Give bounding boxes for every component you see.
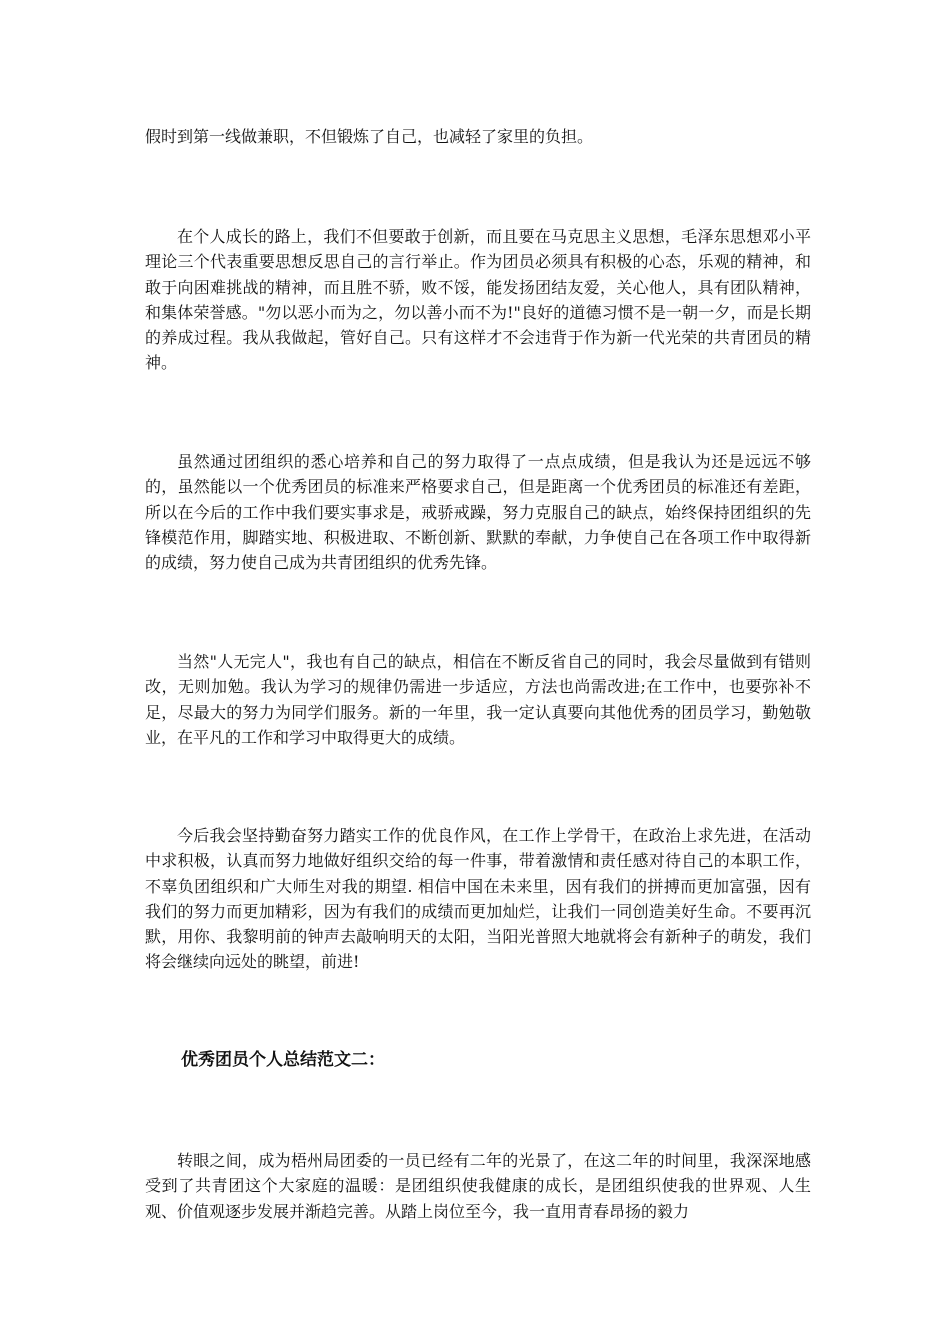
paragraph-future: 今后我会坚持勤奋努力踏实工作的优良作风，在工作上学骨干，在政治上求先进，在活动中求积极，认真而努力地做好组织交给的每一件事，带着激情和责任感对待自己的本职工作，不辜负团组织和广大师生对我的期望. 相信中国在未来里，因有我们的拼搏而更加富强，因有我们的努力而更加精彩，因为有我们的成绩而更加灿烂，让我们一同创造美好生命。不要再沉默，用你、我黎明前的钟声去敲响明天的太阳，当阳光普照大地就将会有新种子的萌发，我们将会继续向远处的眺望，前进! [145, 826, 811, 972]
paragraph-shortcomings: 当然"人无完人"，我也有自己的缺点，相信在不断反省自己的同时，我会尽量做到有错则改，无则加勉。我认为学习的规律仍需进一步适应，方法也尚需改进;在工作中，也要弥补不足，尽最大的努力为同学们服务。新的一年里，我一定认真要向其他优秀的团员学习，勤勉敬业，在平凡的工作和学习中取得更大的成绩。 [145, 652, 811, 747]
paragraph-continuation: 假时到第一线做兼职，不但锻炼了自己，也减轻了家里的负担。 [145, 127, 594, 146]
paragraph-sample-two: 转眼之间，成为梧州局团委的一员已经有二年的光景了，在这二年的时间里，我深深地感受到了共青团这个大家庭的温暖：是团组织使我健康的成长，是团组织使我的世界观、人生观、价值观逐步发展并渐趋完善。从踏上岗位至今，我一直用青春昂扬的毅力 [145, 1151, 811, 1221]
paragraph-achievements: 虽然通过团组织的悉心培养和自己的努力取得了一点点成绩，但是我认为还是远远不够的，虽然能以一个优秀团员的标准来严格要求自己，但是距离一个优秀团员的标准还有差距，所以在今后的工作中我们要实事求是，戒骄戒躁，努力克服自己的缺点，始终保持团组织的先锋模范作用，脚踏实地、积极进取、不断创新、默默的奉献，力争使自己在各项工作中取得新的成绩，努力使自己成为共青团组织的优秀先锋。 [145, 452, 811, 573]
paragraph-personal-growth: 在个人成长的路上，我们不但要敢于创新，而且要在马克思主义思想，毛泽东思想邓小平理论三个代表重要思想反思自己的言行举止。作为团员必须具有积极的心态，乐观的精神，和敢于向困难挑战的精神，而且胜不骄，败不馁，能发扬团结友爱，关心他人，具有团队精神，和集体荣誉感。"勿以恶小而为之，勿以善小而不为!"良好的道德习惯不是一朝一夕，而是长期的养成过程。我从我做起，管好自己。只有这样才不会违背于作为新一代光荣的共青团员的精神。 [145, 227, 811, 373]
section-heading: 优秀团员个人总结范文二： [181, 1050, 385, 1070]
